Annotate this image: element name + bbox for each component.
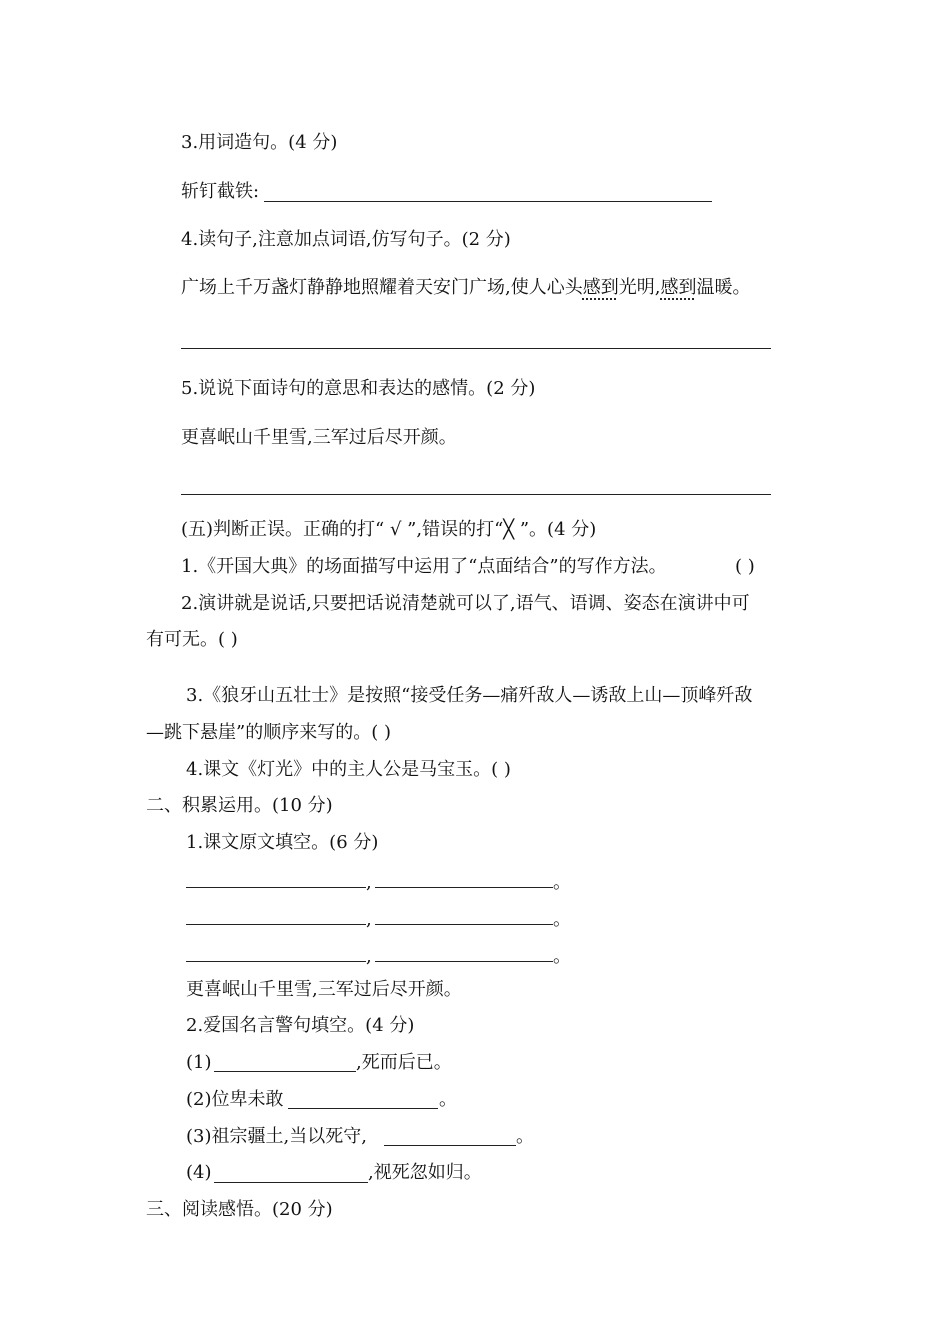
section3-heading: 三、阅读感悟。(20 分) bbox=[146, 1199, 333, 1220]
q4-answer-line[interactable] bbox=[181, 348, 771, 349]
fill-blank-3a[interactable] bbox=[186, 961, 366, 962]
fill-period-1: 。 bbox=[553, 872, 571, 893]
quote2-before: (2)位卑未敢 bbox=[186, 1089, 284, 1110]
quote1-after: ,死而后已。 bbox=[356, 1052, 452, 1073]
section2-poem-line: 更喜岷山千里雪,三军过后尽开颜。 bbox=[186, 979, 462, 1000]
quote4-after: ,视死忽如归。 bbox=[368, 1162, 482, 1183]
part5-item1: 1.《开国大典》的场面描写中运用了“点面结合”的写作方法。 bbox=[181, 556, 667, 577]
fill-comma-3: , bbox=[366, 946, 372, 967]
quote1-number: (1) bbox=[186, 1052, 212, 1073]
q5-heading: 5.说说下面诗句的意思和表达的感情。(2 分) bbox=[181, 378, 536, 399]
quote3-after: 。 bbox=[516, 1126, 534, 1147]
q4-sentence bbox=[181, 276, 750, 300]
quote3-before: (3)祖宗疆土,当以死守, bbox=[186, 1126, 367, 1147]
quote3-blank[interactable] bbox=[384, 1145, 516, 1146]
quote2-after: 。 bbox=[439, 1089, 457, 1110]
q5-answer-line[interactable] bbox=[181, 494, 771, 495]
fill-blank-1a[interactable] bbox=[186, 887, 366, 888]
q4-sentence-part-c: 温暖。 bbox=[696, 277, 751, 298]
fill-comma-1: , bbox=[366, 872, 372, 893]
part5-item4[interactable]: 4.课文《灯光》中的主人公是马宝玉。( ) bbox=[186, 759, 511, 780]
section2-heading: 二、积累运用。(10 分) bbox=[146, 795, 333, 816]
part5-item3-line2[interactable]: —跳下悬崖”的顺序来写的。( ) bbox=[146, 722, 391, 743]
section2-sub2-heading: 2.爱国名言警句填空。(4 分) bbox=[186, 1015, 415, 1036]
section2-sub1-heading: 1.课文原文填空。(6 分) bbox=[186, 832, 379, 853]
q4-sentence-part-b: 光明, bbox=[618, 277, 661, 298]
q3-prompt: 斩钉截铁: bbox=[181, 181, 260, 202]
quote4-blank[interactable] bbox=[214, 1182, 368, 1183]
part5-item3-line1: 3.《狼牙山五壮士》是按照“接受任务—痛歼敌人—诱敌上山—顶峰歼敌 bbox=[186, 685, 753, 706]
fill-comma-2: , bbox=[366, 909, 372, 930]
q4-heading: 4.读句子,注意加点词语,仿写句子。(2 分) bbox=[181, 229, 511, 250]
fill-blank-2a[interactable] bbox=[186, 924, 366, 925]
part5-item2-line2[interactable]: 有可无。( ) bbox=[146, 629, 238, 650]
fill-blank-3b[interactable] bbox=[375, 961, 553, 962]
part5-item2-line1: 2.演讲就是说话,只要把话说清楚就可以了,语气、语调、姿态在演讲中可 bbox=[181, 593, 750, 614]
q3-heading: 3.用词造句。(4 分) bbox=[181, 132, 338, 153]
quote4-number: (4) bbox=[186, 1162, 212, 1183]
part5-heading: (五)判断正误。正确的打“ √ ”,错误的打“╳ ”。(4 分) bbox=[181, 519, 597, 540]
quote1-blank[interactable] bbox=[214, 1071, 356, 1072]
q5-poem: 更喜岷山千里雪,三军过后尽开颜。 bbox=[181, 427, 457, 448]
fill-blank-1b[interactable] bbox=[375, 887, 553, 888]
fill-period-2: 。 bbox=[553, 909, 571, 930]
q4-sentence-part-a: 广场上千万盏灯静静地照耀着天安门广场,使人心头 bbox=[181, 277, 583, 298]
quote2-blank[interactable] bbox=[288, 1108, 438, 1109]
part5-item1-answer[interactable]: ( ) bbox=[735, 556, 755, 577]
q4-dotted-2: 感到 bbox=[660, 277, 697, 298]
q3-answer-line[interactable] bbox=[264, 201, 712, 202]
fill-blank-2b[interactable] bbox=[375, 924, 553, 925]
q4-dotted-1: 感到 bbox=[582, 277, 619, 298]
fill-period-3: 。 bbox=[553, 946, 571, 967]
